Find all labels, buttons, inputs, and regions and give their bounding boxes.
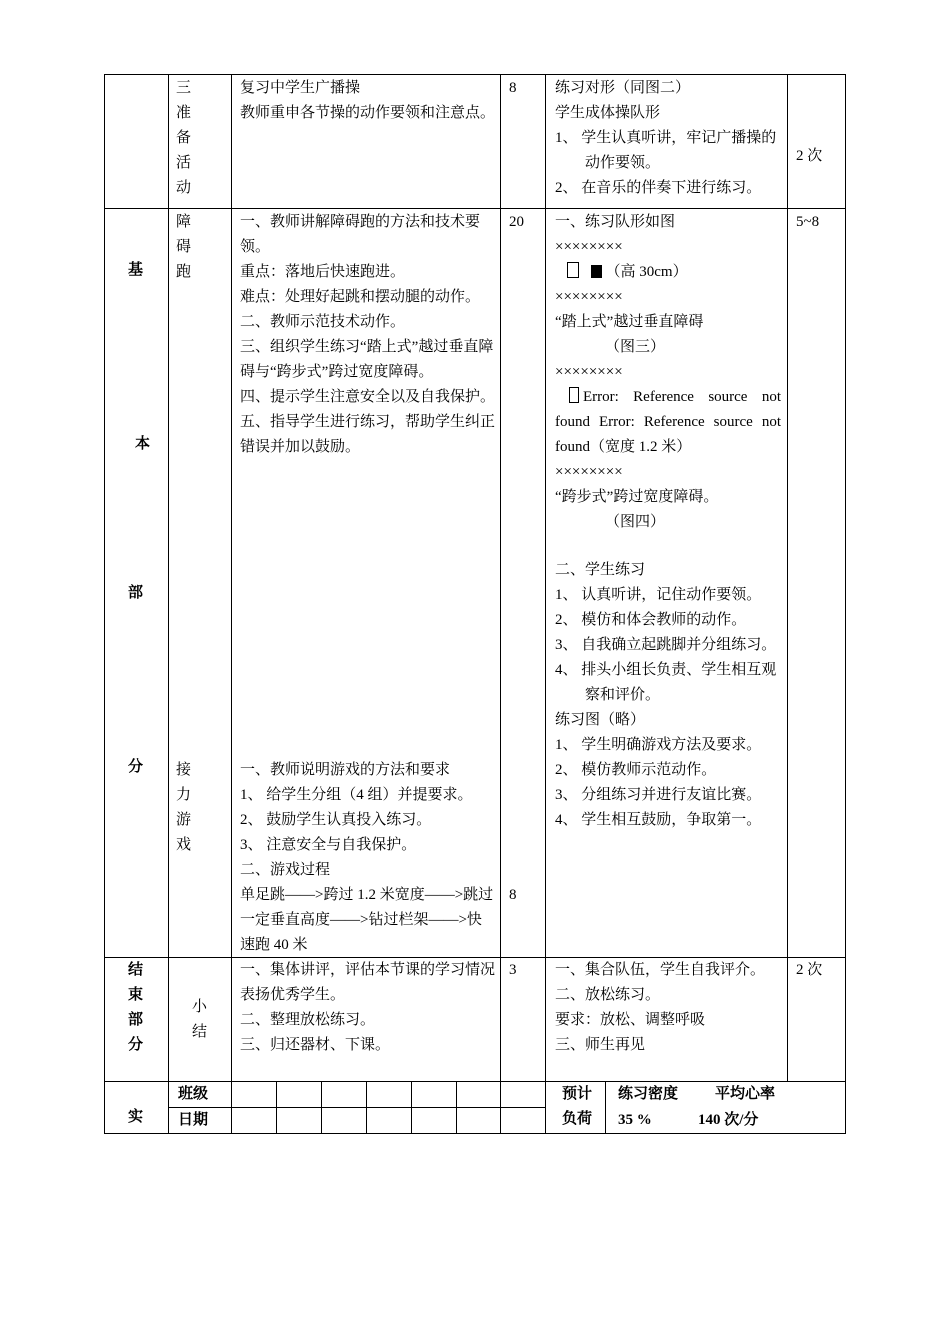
text-line: 一、教师讲解障碍跑的方法和技术要领。 bbox=[240, 214, 481, 255]
date-label: 日期 bbox=[178, 1112, 209, 1128]
figure-caption: （图四） bbox=[605, 514, 666, 530]
heart-rate-value: 140 次/分 bbox=[698, 1112, 759, 1128]
text-line: 重点：落地后快速跑进。 bbox=[240, 264, 406, 280]
topic-char: 戏 bbox=[176, 837, 192, 853]
main-topic-obstacle bbox=[176, 210, 196, 285]
main-time-2: 8 bbox=[509, 887, 517, 903]
text-line: 一、集体讲评，评估本节课的学习情况表扬优秀学生。 bbox=[240, 962, 496, 1003]
text-line: 二、游戏过程 bbox=[240, 862, 331, 878]
end-topic-label bbox=[192, 995, 212, 1045]
prep-char: 备 bbox=[176, 130, 192, 146]
density-label: 练习密度 bbox=[618, 1086, 679, 1102]
part-char: 束 bbox=[128, 987, 144, 1003]
list-item: 2、 模仿教师示范动作。 bbox=[555, 762, 717, 778]
main-part-char: 部 bbox=[128, 585, 144, 601]
load-label bbox=[562, 1082, 602, 1132]
formation-row: ×××××××× bbox=[555, 464, 623, 480]
topic-char: 力 bbox=[176, 787, 192, 803]
topic-char: 结 bbox=[192, 1024, 208, 1040]
class-label: 班级 bbox=[178, 1086, 209, 1102]
prep-char: 动 bbox=[176, 180, 192, 196]
part-char: 部 bbox=[128, 1012, 144, 1028]
heart-rate-label: 平均心率 bbox=[715, 1086, 776, 1102]
topic-char: 碍 bbox=[176, 239, 192, 255]
footer-cell-divider bbox=[456, 1081, 457, 1133]
list-item: 2、 在音乐的伴奏下进行练习。 bbox=[555, 180, 762, 196]
list-item: 3、 分组练习并进行友谊比赛。 bbox=[555, 787, 762, 803]
table-border-right bbox=[845, 74, 846, 1134]
marker-icon bbox=[567, 262, 579, 278]
topic-char: 跑 bbox=[176, 264, 192, 280]
footer-cell-divider bbox=[276, 1081, 277, 1133]
text-line: 练习图（略） bbox=[555, 712, 646, 728]
footer-left-label: 实 bbox=[128, 1109, 144, 1125]
end-teacher-activity bbox=[240, 958, 495, 1058]
list-item: 2、 模仿和体会教师的动作。 bbox=[555, 612, 747, 628]
reference-error-text: Error: Reference source not found Error: Reference source not found（宽度 1.2 米） bbox=[555, 389, 781, 455]
text-line: 3、 注意安全与自我保护。 bbox=[240, 837, 417, 853]
prep-char: 活 bbox=[176, 155, 192, 171]
footer-cell-divider bbox=[366, 1081, 367, 1133]
end-count: 2 次 bbox=[796, 962, 823, 978]
text-line: “跨步式”跨过宽度障碍。 bbox=[555, 489, 719, 505]
main-time-1: 20 bbox=[509, 214, 524, 230]
end-time: 3 bbox=[509, 962, 517, 978]
prep-char: 三 bbox=[176, 80, 192, 96]
obstacle-height-line bbox=[555, 260, 781, 285]
list-item: 1、 学生认真听讲，牢记广播操的动作要领。 bbox=[555, 130, 777, 171]
prep-teacher-activity bbox=[240, 76, 495, 126]
prep-char: 准 bbox=[176, 105, 192, 121]
list-item: 3、 自我确立起跳脚并分组练习。 bbox=[555, 637, 777, 653]
col-divider bbox=[168, 74, 169, 1134]
table-border-top bbox=[104, 74, 846, 75]
text-line: 五、指导学生进行练习，帮助学生纠正错误并加以鼓励。 bbox=[240, 414, 496, 455]
text-line: 三、组织学生练习“踏上式”越过垂直障碍与“跨步式”跨过宽度障碍。 bbox=[240, 339, 494, 380]
main-student-practice bbox=[555, 558, 781, 833]
topic-char: 游 bbox=[176, 812, 192, 828]
list-item: 4、 学生相互鼓励，争取第一。 bbox=[555, 812, 762, 828]
text-line: 二、放松练习。 bbox=[555, 987, 661, 1003]
reference-error-line bbox=[555, 385, 781, 460]
col-divider bbox=[231, 74, 232, 1134]
text-line: 难点：处理好起跳和摆动腿的动作。 bbox=[240, 289, 481, 305]
end-student-activity bbox=[555, 958, 783, 1058]
formation-row: ×××××××× bbox=[555, 239, 623, 255]
text-line: 三、师生再见 bbox=[555, 1037, 646, 1053]
main-teacher-activity-2 bbox=[240, 758, 495, 958]
prep-count: 2 次 bbox=[796, 148, 823, 164]
main-student-activity bbox=[555, 210, 781, 535]
text-line: 一、教师说明游戏的方法和要求 bbox=[240, 762, 451, 778]
text-line: 要求：放松、调整呼吸 bbox=[555, 1012, 706, 1028]
col-divider bbox=[545, 74, 546, 1134]
part-char: 结 bbox=[128, 962, 144, 978]
load-label-line: 预计 bbox=[562, 1086, 593, 1102]
obstacle-height: （高 30cm） bbox=[605, 264, 688, 280]
prep-student-activity bbox=[555, 76, 783, 201]
main-part-char: 分 bbox=[128, 759, 144, 775]
formation-row: ×××××××× bbox=[555, 289, 623, 305]
text-line: 三、归还器材、下课。 bbox=[240, 1037, 391, 1053]
text-line: 一、练习队形如图 bbox=[555, 214, 676, 230]
text-line: 学生成体操队形 bbox=[555, 105, 661, 121]
footer-cell-divider bbox=[321, 1081, 322, 1133]
main-part-char: 基 bbox=[128, 262, 144, 278]
list-item: 1、 学生明确游戏方法及要求。 bbox=[555, 737, 762, 753]
text-line: 单足跳——>跨过 1.2 米宽度——>跳过一定垂直高度——>钻过栏架——>快速跑 40 米 bbox=[240, 887, 494, 953]
text-line: 1、 给学生分组（4 组）并提要求。 bbox=[240, 787, 473, 803]
text-line: 二、学生练习 bbox=[555, 562, 646, 578]
text-line: 一、集合队伍，学生自我评介。 bbox=[555, 962, 766, 978]
topic-char: 小 bbox=[192, 999, 208, 1015]
marker-icon bbox=[569, 387, 579, 403]
obstacle-block-icon bbox=[591, 265, 602, 278]
text-line: 2、 鼓励学生认真投入练习。 bbox=[240, 812, 432, 828]
row-divider bbox=[168, 1107, 545, 1108]
main-topic-relay bbox=[176, 758, 196, 858]
row-divider bbox=[104, 208, 846, 209]
prep-time: 8 bbox=[509, 80, 517, 96]
col-divider bbox=[500, 74, 501, 1134]
table-border-left bbox=[104, 74, 105, 1134]
list-item: 1、 认真听讲，记住动作要领。 bbox=[555, 587, 762, 603]
topic-char: 接 bbox=[176, 762, 192, 778]
text-line: 复习中学生广播操 bbox=[240, 80, 361, 96]
load-label-line: 负荷 bbox=[562, 1111, 593, 1127]
prep-section-label bbox=[176, 76, 196, 201]
text-line: “踏上式”越过垂直障碍 bbox=[555, 314, 704, 330]
text-line: 二、整理放松练习。 bbox=[240, 1012, 376, 1028]
text-line: 二、教师示范技术动作。 bbox=[240, 314, 406, 330]
main-teacher-activity-1 bbox=[240, 210, 495, 460]
text-line: 四、提示学生注意安全以及自我保护。 bbox=[240, 389, 496, 405]
footer-cell-divider bbox=[605, 1081, 606, 1133]
footer-cell-divider bbox=[411, 1081, 412, 1133]
topic-char: 障 bbox=[176, 214, 192, 230]
col-divider bbox=[787, 74, 788, 1082]
figure-caption: （图三） bbox=[605, 339, 666, 355]
text-line: 教师重申各节操的动作要领和注意点。 bbox=[240, 105, 496, 121]
density-value: 35 % bbox=[618, 1112, 652, 1128]
text-line: 练习对形（同图二） bbox=[555, 80, 691, 96]
main-part-char: 本 bbox=[135, 436, 151, 452]
table-border-bottom bbox=[104, 1133, 846, 1134]
main-count: 5~8 bbox=[796, 214, 820, 230]
formation-row: ×××××××× bbox=[555, 364, 623, 380]
list-item: 4、 排头小组长负责、学生相互观察和评价。 bbox=[555, 662, 777, 703]
part-char: 分 bbox=[128, 1037, 144, 1053]
end-part-label bbox=[128, 958, 148, 1058]
